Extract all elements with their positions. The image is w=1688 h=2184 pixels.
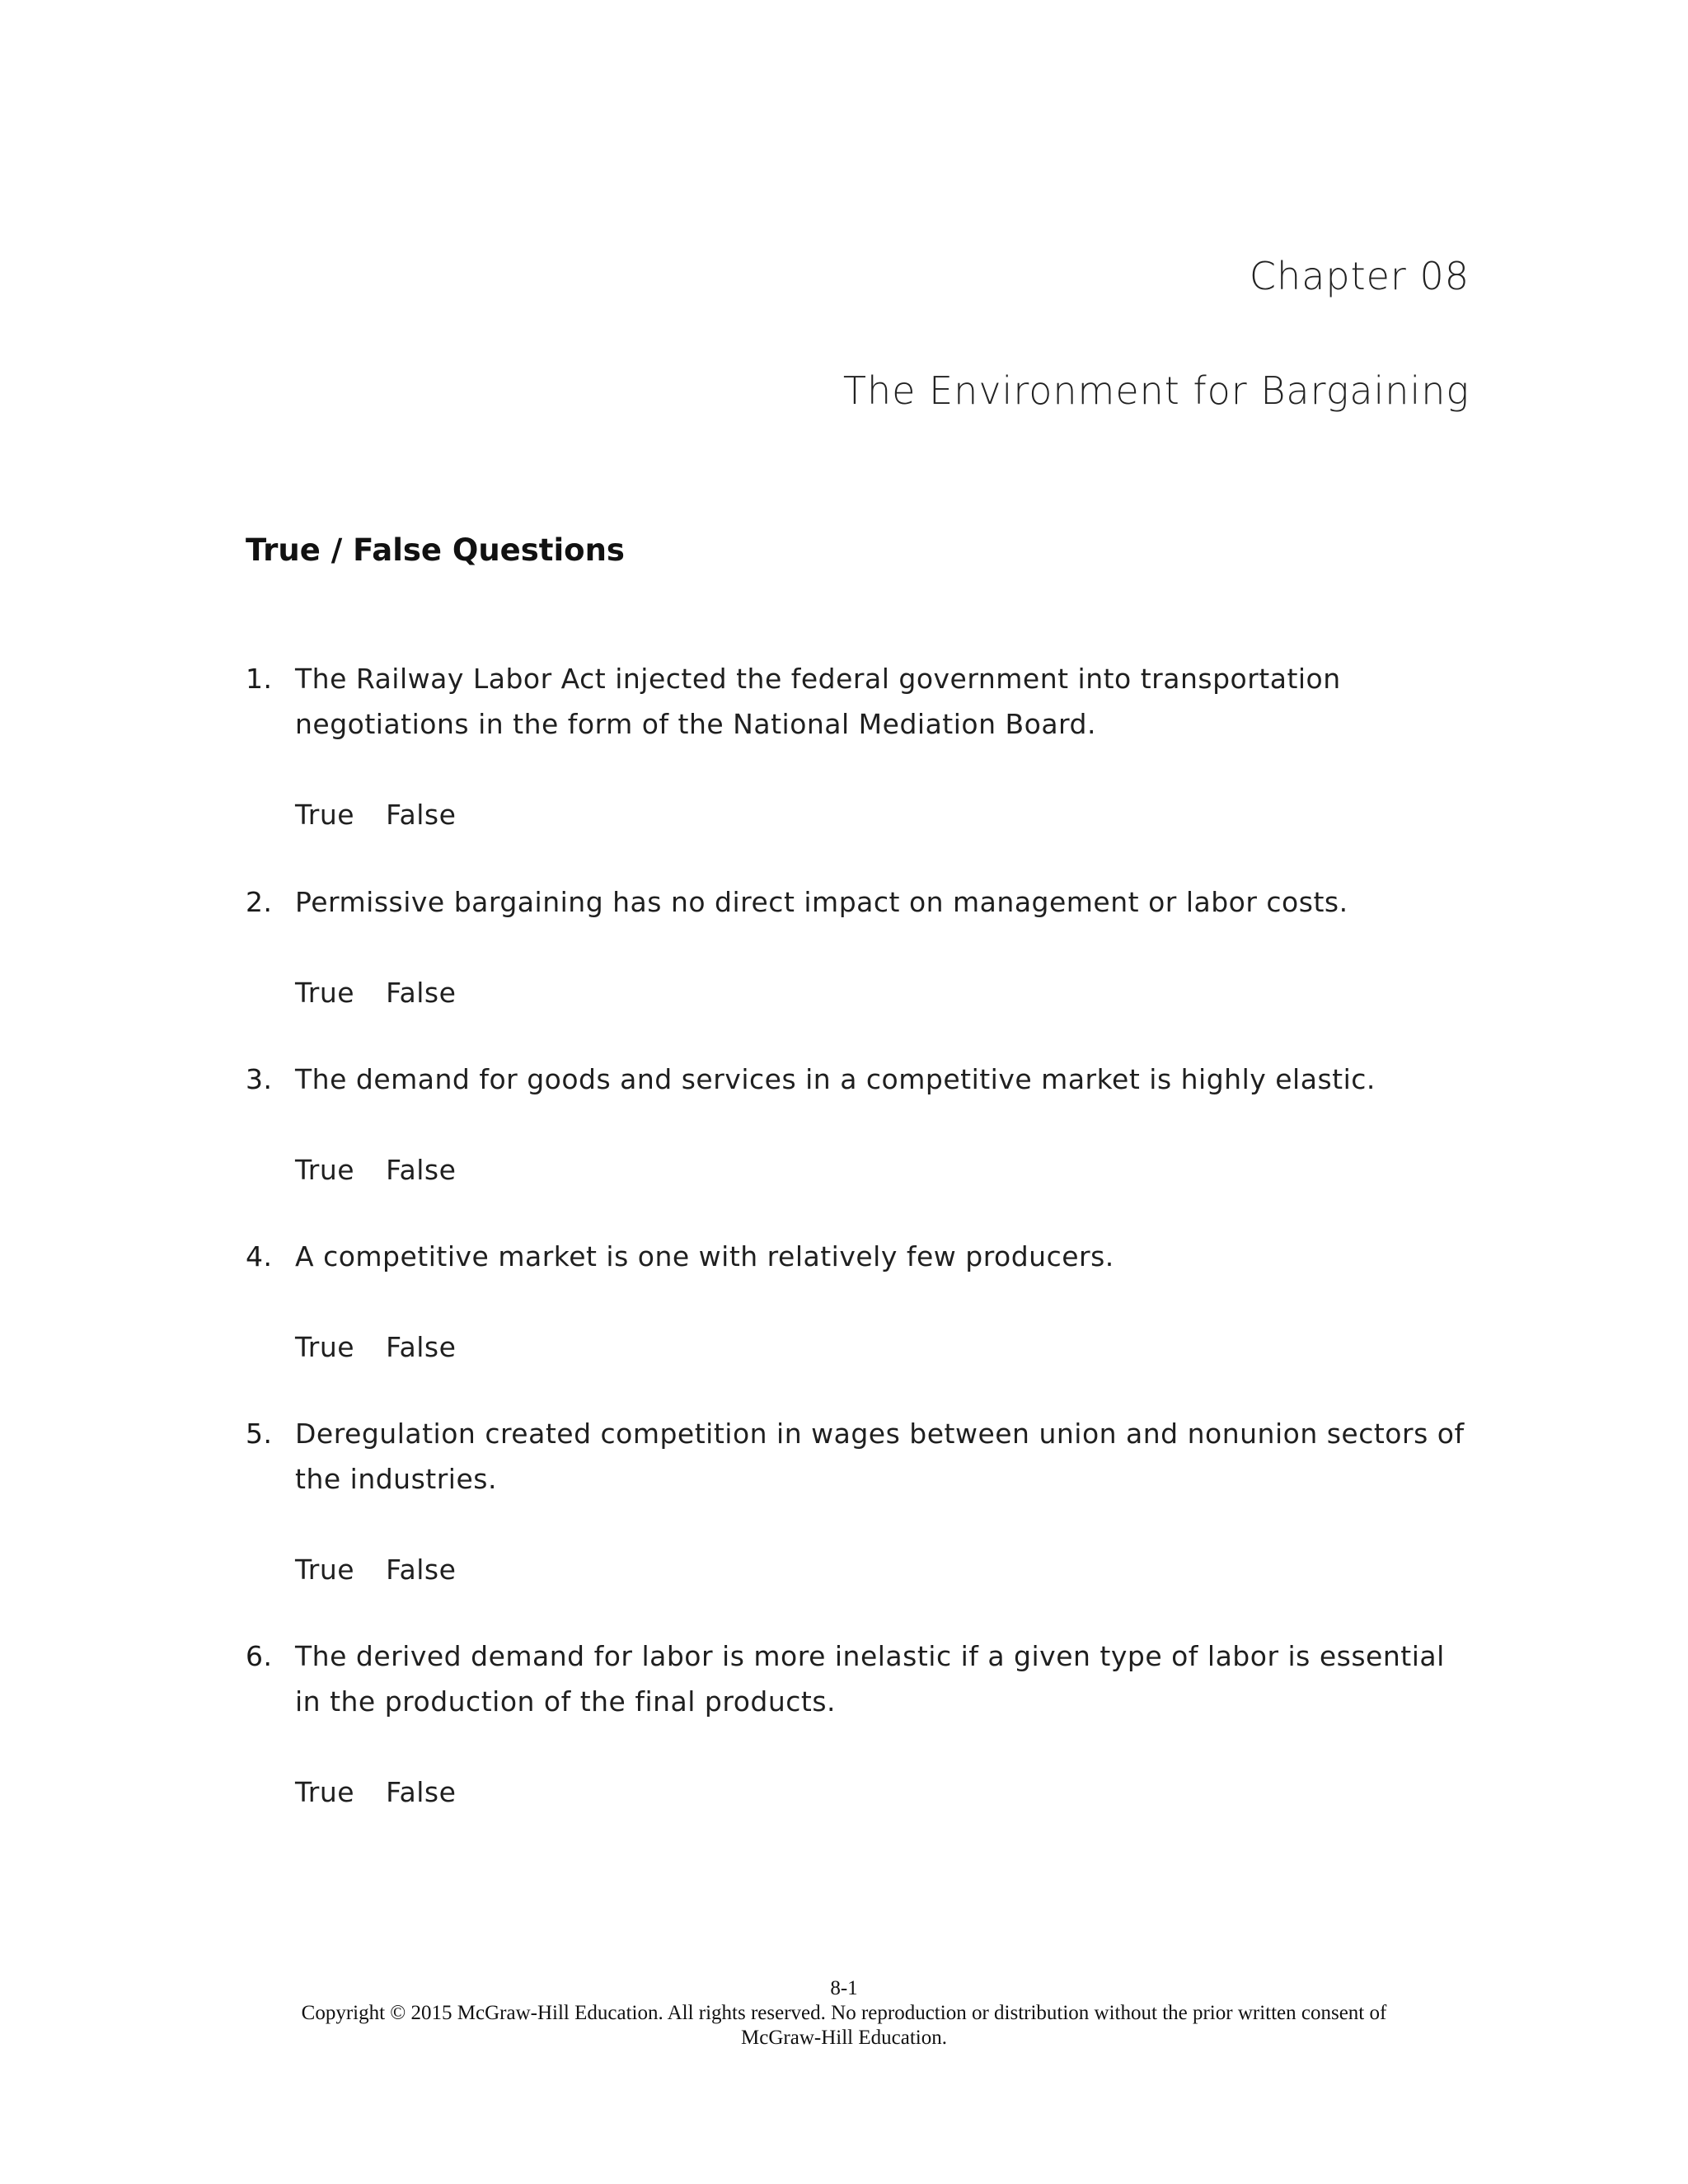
question-number: 6. xyxy=(246,1640,273,1672)
option-false[interactable]: False xyxy=(386,799,457,831)
answer-options xyxy=(295,970,456,1015)
answer-options xyxy=(295,1324,456,1370)
page-number: 8-1 xyxy=(830,1977,858,1999)
option-false[interactable]: False xyxy=(386,1331,457,1363)
answer-options xyxy=(295,1147,456,1193)
option-false[interactable]: False xyxy=(386,977,457,1009)
answer-options xyxy=(295,792,456,837)
question-text: The Railway Labor Act injected the federal government into transportation negotiations in the form of the National Mediation Board. xyxy=(295,663,1341,740)
copyright-line-1: Copyright © 2015 McGraw-Hill Education. All rights reserved. No reproduction or distribution without the prior written consent of xyxy=(301,2002,1387,2024)
answer-options xyxy=(295,1547,456,1592)
copyright-line-2: McGraw-Hill Education. xyxy=(741,2027,947,2049)
option-true[interactable]: True xyxy=(295,977,355,1009)
question-number: 4. xyxy=(246,1240,273,1272)
option-true[interactable]: True xyxy=(295,1154,355,1186)
option-true[interactable]: True xyxy=(295,1554,355,1586)
question-number: 1. xyxy=(246,663,273,695)
answer-options xyxy=(295,1769,456,1815)
question-number: 5. xyxy=(246,1418,273,1450)
question-text: Permissive bargaining has no direct impact on management or labor costs. xyxy=(295,886,1348,918)
option-false[interactable]: False xyxy=(386,1154,457,1186)
question-text: The demand for goods and services in a competitive market is highly elastic. xyxy=(295,1063,1376,1095)
option-true[interactable]: True xyxy=(295,1331,355,1363)
chapter-title: The Environment for Bargaining xyxy=(842,368,1470,413)
question-text: The derived demand for labor is more inelastic if a given type of labor is essential in the production of the final products. xyxy=(295,1640,1445,1718)
option-false[interactable]: False xyxy=(386,1554,457,1586)
option-true[interactable]: True xyxy=(295,1776,355,1808)
chapter-number: Chapter 08 xyxy=(1249,254,1470,298)
question-text: Deregulation created competition in wages between union and nonunion sectors of the industries. xyxy=(295,1418,1465,1495)
question-number: 2. xyxy=(246,886,273,918)
question-number: 3. xyxy=(246,1063,273,1095)
question-text: A competitive market is one with relatively few producers. xyxy=(295,1240,1114,1272)
option-true[interactable]: True xyxy=(295,799,355,831)
section-heading: True / False Questions xyxy=(246,532,625,568)
option-false[interactable]: False xyxy=(386,1776,457,1808)
